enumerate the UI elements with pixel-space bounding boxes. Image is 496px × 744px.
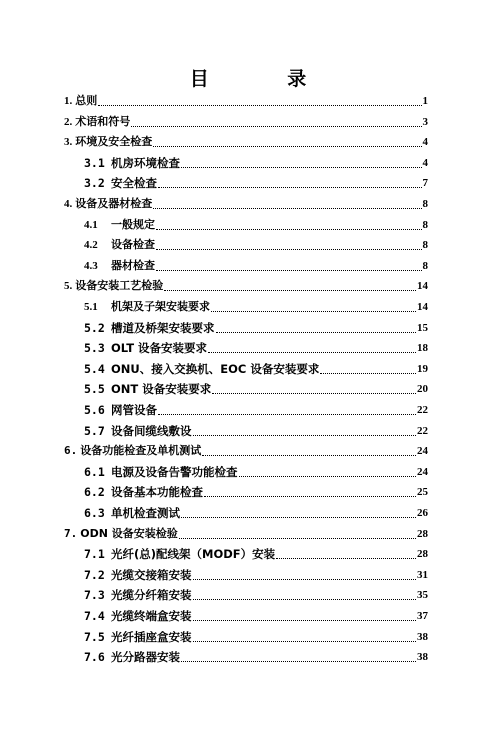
toc-dot-leader [98, 104, 421, 106]
toc-dot-leader [202, 454, 416, 456]
toc-entry-page: 24 [417, 445, 428, 458]
toc-entry-page: 14 [417, 301, 428, 313]
toc-entry-number: 7.6 [84, 650, 105, 665]
toc-entry-title: 术语和符号 [75, 114, 131, 128]
toc-entry-title: 总则 [75, 94, 98, 107]
toc-entry-page: 8 [422, 198, 428, 210]
toc-entry-title: 设备功能检查及单机测试 [80, 444, 202, 458]
toc-entry-title: 光缆分纤箱安装 [111, 588, 192, 603]
toc-entry[interactable] [64, 193, 428, 211]
toc-entry-number: 6.1 [84, 464, 105, 479]
toc-dot-leader [158, 186, 422, 188]
toc-entry-page: 28 [417, 527, 428, 540]
toc-entry[interactable] [64, 275, 428, 293]
toc-entry-title: 设备检查 [111, 238, 155, 252]
toc-entry-page: 19 [417, 362, 428, 375]
toc-entry-title: 光缆交接箱安装 [111, 567, 192, 582]
toc-entry[interactable] [84, 172, 428, 190]
toc-entry-title: 环境及安全检查 [75, 135, 153, 149]
toc-entry-number: 5. [64, 280, 73, 293]
toc-entry-number: 5.1 [84, 301, 98, 313]
toc-dot-leader [153, 145, 421, 147]
toc-dot-leader [179, 537, 416, 539]
toc-entry-page: 4 [422, 136, 428, 149]
toc-entry-page: 3 [422, 115, 428, 128]
toc-entry-number: 7. [64, 526, 78, 540]
toc-dot-leader [181, 516, 416, 518]
toc-entry[interactable] [84, 564, 428, 582]
toc-entry[interactable] [84, 255, 428, 273]
toc-entry-page: 15 [417, 321, 428, 334]
toc-entry-number: 4. [64, 198, 73, 210]
toc-entry-number: 7.2 [84, 567, 105, 582]
toc-entry-title: OLT 设备安装要求 [111, 341, 208, 356]
toc-entry-number: 5.7 [84, 423, 105, 438]
toc-entry-number: 4.3 [84, 259, 98, 272]
toc-dot-leader [131, 125, 421, 127]
toc-entry[interactable] [84, 378, 428, 396]
toc-entry-page: 28 [417, 548, 428, 561]
toc-entry[interactable] [84, 358, 428, 376]
toc-entry-title: 光分路器安装 [111, 650, 180, 665]
toc-dot-leader [216, 331, 417, 333]
toc-entry[interactable] [84, 584, 428, 602]
toc-dot-leader [204, 495, 416, 497]
toc-entry-number: 4.2 [84, 239, 98, 252]
toc-entry-title: ONU、接入交换机、EOC 设备安装要求 [111, 361, 320, 376]
toc-entry-number: 7.5 [84, 629, 105, 644]
toc-dot-leader [156, 248, 422, 250]
toc-entry-page: 18 [417, 342, 428, 355]
toc-entry-number: 3. [64, 136, 73, 149]
toc-entry-page: 38 [417, 630, 428, 643]
toc-entry-number: 6.2 [84, 485, 105, 500]
toc-entry-number: 1. [64, 95, 73, 107]
toc-entry-title: 槽道及桥架安装要求 [111, 320, 215, 335]
toc-entry[interactable] [84, 502, 428, 520]
toc-dot-leader [239, 475, 417, 477]
toc-entry[interactable] [64, 440, 428, 458]
toc-entry-page: 1 [422, 95, 428, 107]
toc-dot-leader [193, 640, 417, 642]
toc-entry-title: 机房环境检查 [111, 155, 180, 170]
toc-dot-leader [193, 598, 417, 600]
toc-entry[interactable] [84, 461, 428, 479]
toc-title: 目 录 [189, 68, 343, 90]
toc-entry-number: 5.2 [84, 320, 105, 335]
toc-dot-leader [181, 660, 416, 662]
toc-entry-page: 25 [417, 486, 428, 499]
toc-entry-title: 单机检查测试 [111, 506, 180, 520]
toc-entry-page: 31 [417, 568, 428, 581]
toc-dot-leader [156, 228, 422, 230]
toc-entry-page: 20 [417, 383, 428, 396]
toc-entry[interactable] [64, 131, 428, 149]
toc-dot-leader [156, 269, 422, 271]
toc-entry-title: ODN 设备安装检验 [80, 526, 178, 540]
toc-entry[interactable] [84, 234, 428, 252]
toc-entry-title: 安全检查 [111, 176, 157, 191]
toc-entry[interactable] [84, 296, 428, 314]
toc-dot-leader [193, 434, 417, 436]
toc-entry-page: 24 [417, 465, 428, 478]
toc-entry-number: 6.3 [84, 506, 105, 520]
toc-dot-leader [193, 578, 417, 580]
toc-entry-page: 7 [422, 177, 428, 190]
toc-dot-leader [211, 310, 416, 312]
toc-dot-leader [193, 619, 417, 621]
toc-dot-leader [153, 207, 421, 209]
toc-entry-page: 8 [422, 239, 428, 252]
toc-entry-page: 14 [417, 280, 428, 293]
toc-entry-page: 37 [417, 610, 428, 622]
toc-entry-number: 7.4 [84, 609, 105, 623]
toc-entry-number: 3.1 [84, 155, 105, 170]
toc-dot-leader [276, 557, 416, 559]
toc-entry[interactable] [84, 646, 428, 664]
toc-entry-number: 4.1 [84, 218, 98, 231]
toc-entry-number: 7.3 [84, 588, 105, 603]
toc-entry-title: 机架及子架安装要求 [111, 300, 210, 313]
toc-dot-leader [212, 392, 416, 394]
toc-dot-leader [158, 413, 416, 415]
toc-entry-title: 设备基本功能检查 [111, 485, 203, 500]
toc-entry[interactable] [84, 626, 428, 644]
toc-entry-title: ONT 设备安装要求 [111, 382, 212, 397]
toc-entry-page: 22 [417, 404, 428, 416]
toc-entry[interactable] [84, 214, 428, 232]
toc-entry[interactable] [84, 420, 428, 438]
toc-entry-number: 5.5 [84, 382, 105, 397]
toc-entry-title: 设备间缆线敷设 [111, 423, 192, 438]
toc-entry[interactable] [84, 337, 428, 355]
toc-entry-number: 2. [64, 115, 73, 128]
toc-entry[interactable] [84, 317, 428, 335]
toc-entry-title: 设备及器材检查 [75, 197, 153, 210]
toc-entry-page: 26 [417, 507, 428, 519]
toc-entry-number: 6. [64, 444, 78, 458]
toc-entry-title: 光纤插座盒安装 [111, 629, 192, 644]
toc-entry-title: 器材检查 [111, 258, 155, 272]
toc-entry-title: 设备安装工艺检验 [75, 279, 164, 293]
toc-entry-number: 5.3 [84, 341, 105, 356]
toc-entry-number: 7.1 [84, 547, 105, 562]
toc-entry-number: 5.4 [84, 361, 105, 376]
toc-dot-leader [208, 351, 416, 353]
toc-entry-page: 38 [417, 651, 428, 664]
toc-entry[interactable] [84, 605, 428, 623]
toc-entry-page: 8 [422, 259, 428, 272]
toc-dot-leader [164, 289, 416, 291]
toc-entry-page: 35 [417, 589, 428, 602]
toc-entry-title: 一般规定 [111, 217, 155, 231]
toc-entry[interactable] [64, 111, 428, 129]
toc-entry-page: 8 [422, 218, 428, 231]
toc-entry-title: 电源及设备告警功能检查 [111, 464, 238, 479]
toc-entry-title: 光纤(总)配线架（MODF）安装 [111, 547, 276, 562]
toc-entry[interactable] [84, 543, 428, 561]
toc-entry-page: 4 [422, 156, 428, 169]
toc-dot-leader [181, 166, 422, 168]
toc-entry-title: 光缆终端盒安装 [111, 609, 192, 623]
toc-entry[interactable] [84, 481, 428, 499]
toc-entry-number: 5.6 [84, 403, 105, 417]
toc-entry[interactable] [64, 523, 428, 541]
toc-entry[interactable] [84, 152, 428, 170]
toc-entry-number: 3.2 [84, 176, 105, 191]
toc-entry[interactable] [64, 90, 428, 108]
toc-entry-page: 22 [417, 424, 428, 437]
toc-dot-leader [320, 372, 416, 374]
toc-entry[interactable] [84, 399, 428, 417]
toc-entry-title: 网管设备 [111, 403, 157, 417]
